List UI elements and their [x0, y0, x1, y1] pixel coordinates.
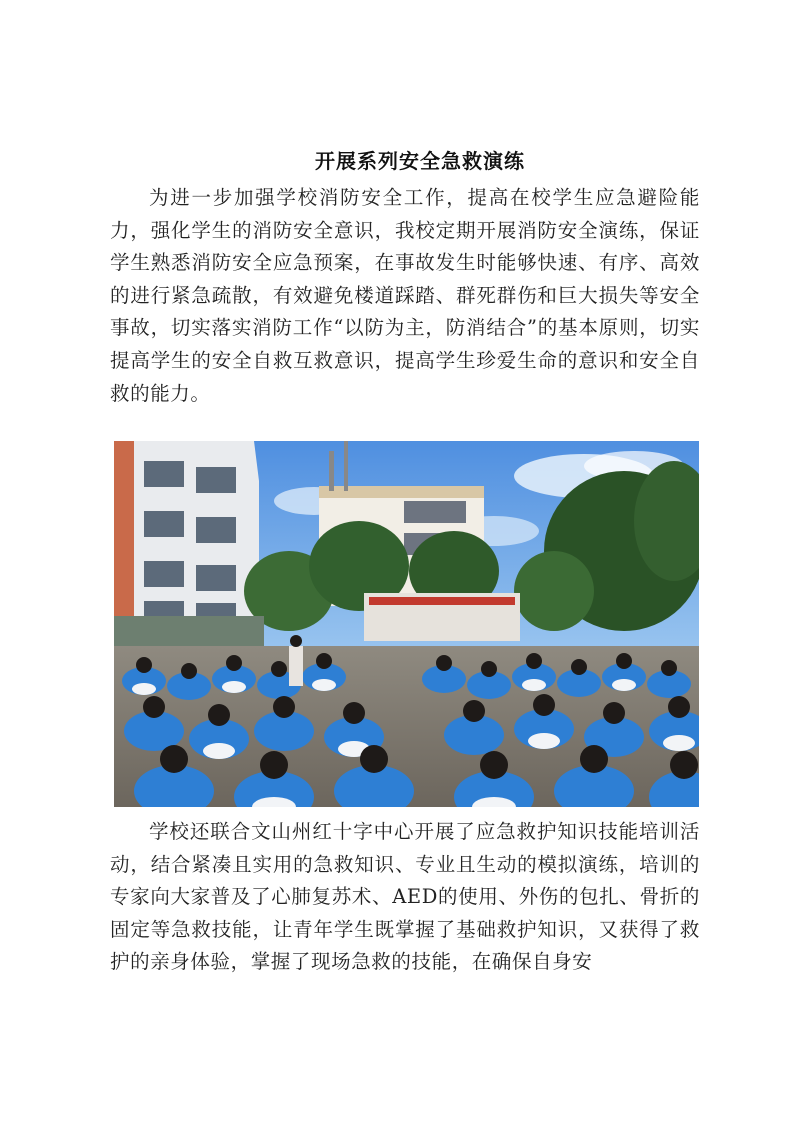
paragraph-first-aid: 学校还联合文山州红十字中心开展了应急救护知识技能培训活动，结合紧凑且实用的急救知识、专业且生动的模拟演练，培训的专家向大家普及了心肺复苏术、AED的使用、外伤的包扎、骨折的固定等急救技能，让青年学生既掌握了基础救护知识，又获得了救护的亲身体验，掌握了现场急救的技能，在确保自身安: [110, 820, 700, 974]
page-title: 开展系列安全急救演练: [315, 149, 525, 173]
paragraph-intro: 为进一步加强学校消防安全工作，提高在校学生应急避险能力，强化学生的消防安全意识，我校定期开展消防安全演练，保证学生熟悉消防安全应急预案，在事故发生时能够快速、有序、高效的进行紧急疏散，有效避免楼道踩踏、群死群伤和巨大损失等安全事故，切实落实消防工作“以防为主，防消结合”的基本原则，切实提高学生的安全自救互救意识，提高学生珍爱生命的意识和安全自救的能力。: [110, 186, 700, 405]
drill-photo: [114, 441, 699, 807]
